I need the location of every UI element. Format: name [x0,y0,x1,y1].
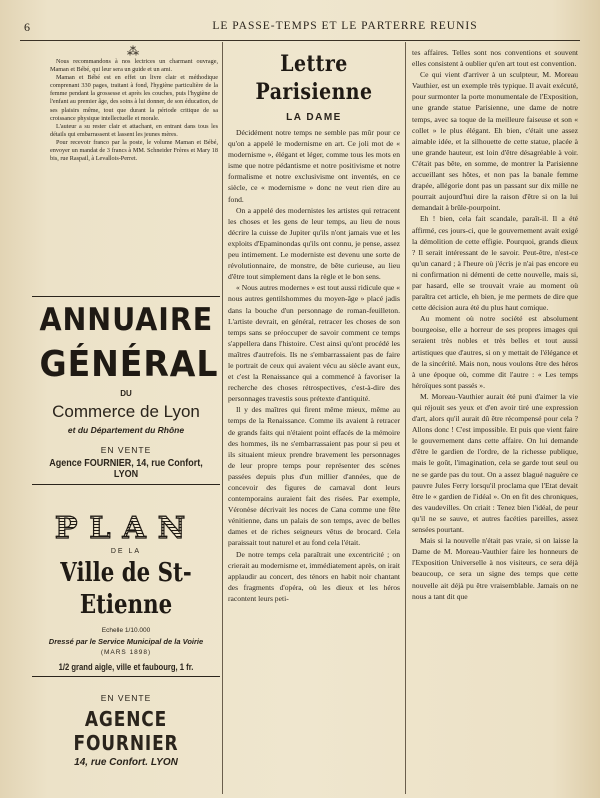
article-paragraph: M. Moreau-Vauthier aurait été puni d'aimer la vie qui réjouit ses yeux et d'en avoir tiré une expression d'art, alors qu'il aurait dû être récompensé pour cela ? Allons donc ! C'est impossible. Et puis que vient faire le gouvernement dans cette affaire. On lui demande d'être le gardien de l'ordre, de la richesse publique, mais le goût, l'imagination, cela se garde tout seul ou ne se garde pas du tout. On a assez blagué naguère ce pauvre Jules Ferry lorsqu'il proclama que l'Etat devait être le « gardien de l'idéal ». On en fit des chroniques, des vaudevilles. On criait : Tenez bien l'idéal, de peur qu'il ne se sauve, et autres facéties pareilles, assez sensées pourtant. [412,391,578,535]
plan-echelle: Echelle 1/10.000 [101,627,151,634]
column-rule-left [222,42,223,794]
plan-title: PLAN [32,512,220,546]
fleuron-ornament: ⁂ [127,44,141,58]
article-paragraph: On a appelé des modernistes les artistes qui retracent les choses et les gens de leur temps, au lieu de nous décrire la cuisse de Jupiter qu'ils n'ont jamais vue et les exploits d'Epaminondas qu'ils ont connu, je pense, assez peu intimement. Le moderniste est devenu une sorte de révolutionnaire, de monstre, de bête curieuse, au lieu d'être tout simplement dans la règle et le bon sens. [228,205,400,282]
notice-column [50,44,218,163]
plan-mars: (MARS 1898) [100,649,152,656]
advert-rule [32,484,220,485]
annuaire-commerce: Commerce de Lyon [52,402,200,421]
advert-rule [32,296,220,297]
plan-advert [32,512,220,768]
article-paragraph: Eh ! bien, cela fait scandale, paraît-il. Il a été affirmé, ces jours-ci, que le gouvernement avait exigé la démolition de cette effigie. Pourquoi, grands dieux ? Il serait intéressant de le savoir. Peut-être, n'est-ce qu'un canard ; à l'heure où j'écris je n'ai pas encore eu ni confirmation ni démenti de cette nouvelle, mais si, par hasard, elle se trouvait vraie au moment où paraîtra cet article, eh bien, je me permets de dire que cette décision aura été du plus haut comique. [412,214,578,313]
notice-paragraph: L'auteur a su rester clair et attachant, en entrant dans tous les détails qui embarrassent et lassent les jeunes mères. [50,122,218,138]
annuaire-agence: Agence FOURNIER, 14, rue Confort, LYON [49,458,203,480]
page-header [20,20,580,38]
fournier-en-vente: EN VENTE [100,693,152,703]
article-paragraph: Décidément notre temps ne semble pas mûr pour ce qu'on a appelé le modernisme en art. Ce joli mot de « modernisme », élégant et léger, comme tous les mots en isme que notre pédantisme et notre positivisme et notre formalisme et notre exclusivisme ont inventés, en ce siècle, ce « modernisme » donc ne veut rien dire au fond. [228,128,400,204]
header-rule [20,40,580,41]
article-paragraph: Mais si la nouvelle n'était pas vraie, si on laisse la Dame de M. Moreau-Vauthier faire les honneurs de l'Exposition Universelle à nos visiteurs, ce sera déjà beaucoup, ce sera un signe des temps que cette nouvelle ait déjà pu être vraisemblable. Jamais on ne nous a tant dit que [412,536,578,601]
article-paragraph: Ce qui vient d'arriver à un sculpteur, M. Moreau Vauthier, est un exemple très typique. Il avait exécuté, pour surmonter la porte monumentale de l'Exposition, une grande statue Parisienne, une dame de notre temps, avec sa toque de la meilleure faiseuse et son « collet » le plus élégant. Eh bien, c'était une assez aimable idée, et la silhouette de cette statue, placée à une grande hauteur, est loin d'être désagréable à voir. C'était pas bête, en somme, de montrer la Parisienne accueillant ses hôtes, et non pas la banale femme drapée, allégorie dont pas un passant sur dix mille ne pourrait aujourd'hui dire la raison d'être si on la lui demandait à brûle-pourpoint. [412,70,578,213]
plan-de-la: DE LA [110,548,142,555]
annuaire-advert [32,292,220,489]
plan-ville: Ville de St-Etienne [60,558,192,620]
plan-grand-aigle: 1/2 grand aigle, ville et faubourg, 1 fr. [58,662,194,672]
article-paragraph: De notre temps cela paraîtrait une excentricité ; on crierait au modernisme et, immédiatement après, on irait applaudir au concert, des ténors en habit noir chantant des fragments d'opéra, où les dieux et les héros racontent leurs peti- [228,549,400,603]
annuaire-departement: et du Département du Rhône [67,425,185,435]
notice-paragraph: Nous recommandons à nos lectrices un charmant ouvrage, Maman et Bébé, qui leur sera un guide et un ami. [50,58,218,74]
notice-paragraph: Pour recevoir franco par la poste, le volume Maman et Bébé, envoyer un mandat de 3 francs à MM. Schneider Frères et Mary 18 bis, rue Raspail, à Levallois-Perret. [50,138,218,163]
plan-dresse: Dressé par le Service Municipal de la Voirie [48,637,204,646]
article-subtitle: LA DAME [286,112,342,123]
notice-paragraph: Maman et Bébé est en effet un livre clair et méthodique comprenant 330 pages, traitant à fond, l'hygiène particulière de la femme pendant la grossesse et après les couches, puis l'hygiène de l'enfant au premier âge, des soins à lui donner, de son éducation, de ses plaisirs même, tout que durant la période critique de sa croissance physique intellectuelle et morale. [50,74,218,122]
article-paragraph: tes affaires. Telles sont nos conventions et souvent elles consistent à oublier qu'en art tout est convention. [412,48,578,69]
annuaire-du: DU [120,389,132,398]
continuation-column [412,47,578,602]
page-number: 6 [24,20,30,34]
lettre-column [228,50,400,604]
column-rule-right [405,42,406,794]
general-title: GÉNÉRAL [39,344,219,385]
fournier-name: AGENCE FOURNIER [73,707,179,755]
article-paragraph: Au moment où notre société est absolument bourgeoise, elle a horreur de ses propres images qui seraient très nobles et très belles et tout aussi artistiques que d'autres, si on y mettait de l'élégance et de la sincérité. Mais non, nous voulons être des héros à une époque où, comme dit l'autre : « Les temps héroïques sont passés ». [412,314,578,390]
annuaire-title: ANNUAIRE [39,302,214,338]
article-paragraph: Il y des maîtres qui firent même mieux, même au temps de la Renaissance. Comme ils avaient à retracer de grands faits qui n'étaient point effacés de la mémoire des hommes, ils ne s'embarrassaient pas pour si peu et ils situaient mieux prendre bravement les personnages de leur propre temps pour représenter des scènes passées depuis plus d'un millier d'années, que de concevoir des figures de carnaval dont leurs contemporains auraient fait des risées. Par exemple, Véronèse décrivait les noces de Cana comme une fête vénitienne, dans un palais de son temps, avec de belles dames et de riches seigneurs vêtus de brocard. Cela paraissait tout naturel et au fond cela l'était. [228,405,400,548]
fournier-address: 14, rue Confort. LYON [74,757,178,768]
advert-rule [32,676,220,677]
article-paragraph: « Nous autres modernes » est tout aussi ridicule que « nous autres gentilshommes du moyen-âge » placé jadis dans la bouche d'un personnage de roman-feuilleton. L'artiste devrait, en général, retracer les choses de son temps sans se préoccuper de savoir comment ce temps s'appellera dans l'histoire. C'est ainsi qu'ont procédé les maîtres d'autrefois. Ils ne s'embarrassaient pas de faire le portrait de ceux qui avaient vécu au siècle avant eux, et c'est la Renaissance qui a commencé à favoriser la recherche des choses rétrospectives, c'est-à-dire des personnages travestis sous prétexte d'antiquité. [228,283,400,404]
annuaire-en-vente: EN VENTE [100,445,152,455]
running-title: LE PASSE-TEMPS ET LE PARTERRE REUNIS [212,20,478,32]
article-title: Lettre Parisienne [255,51,373,105]
